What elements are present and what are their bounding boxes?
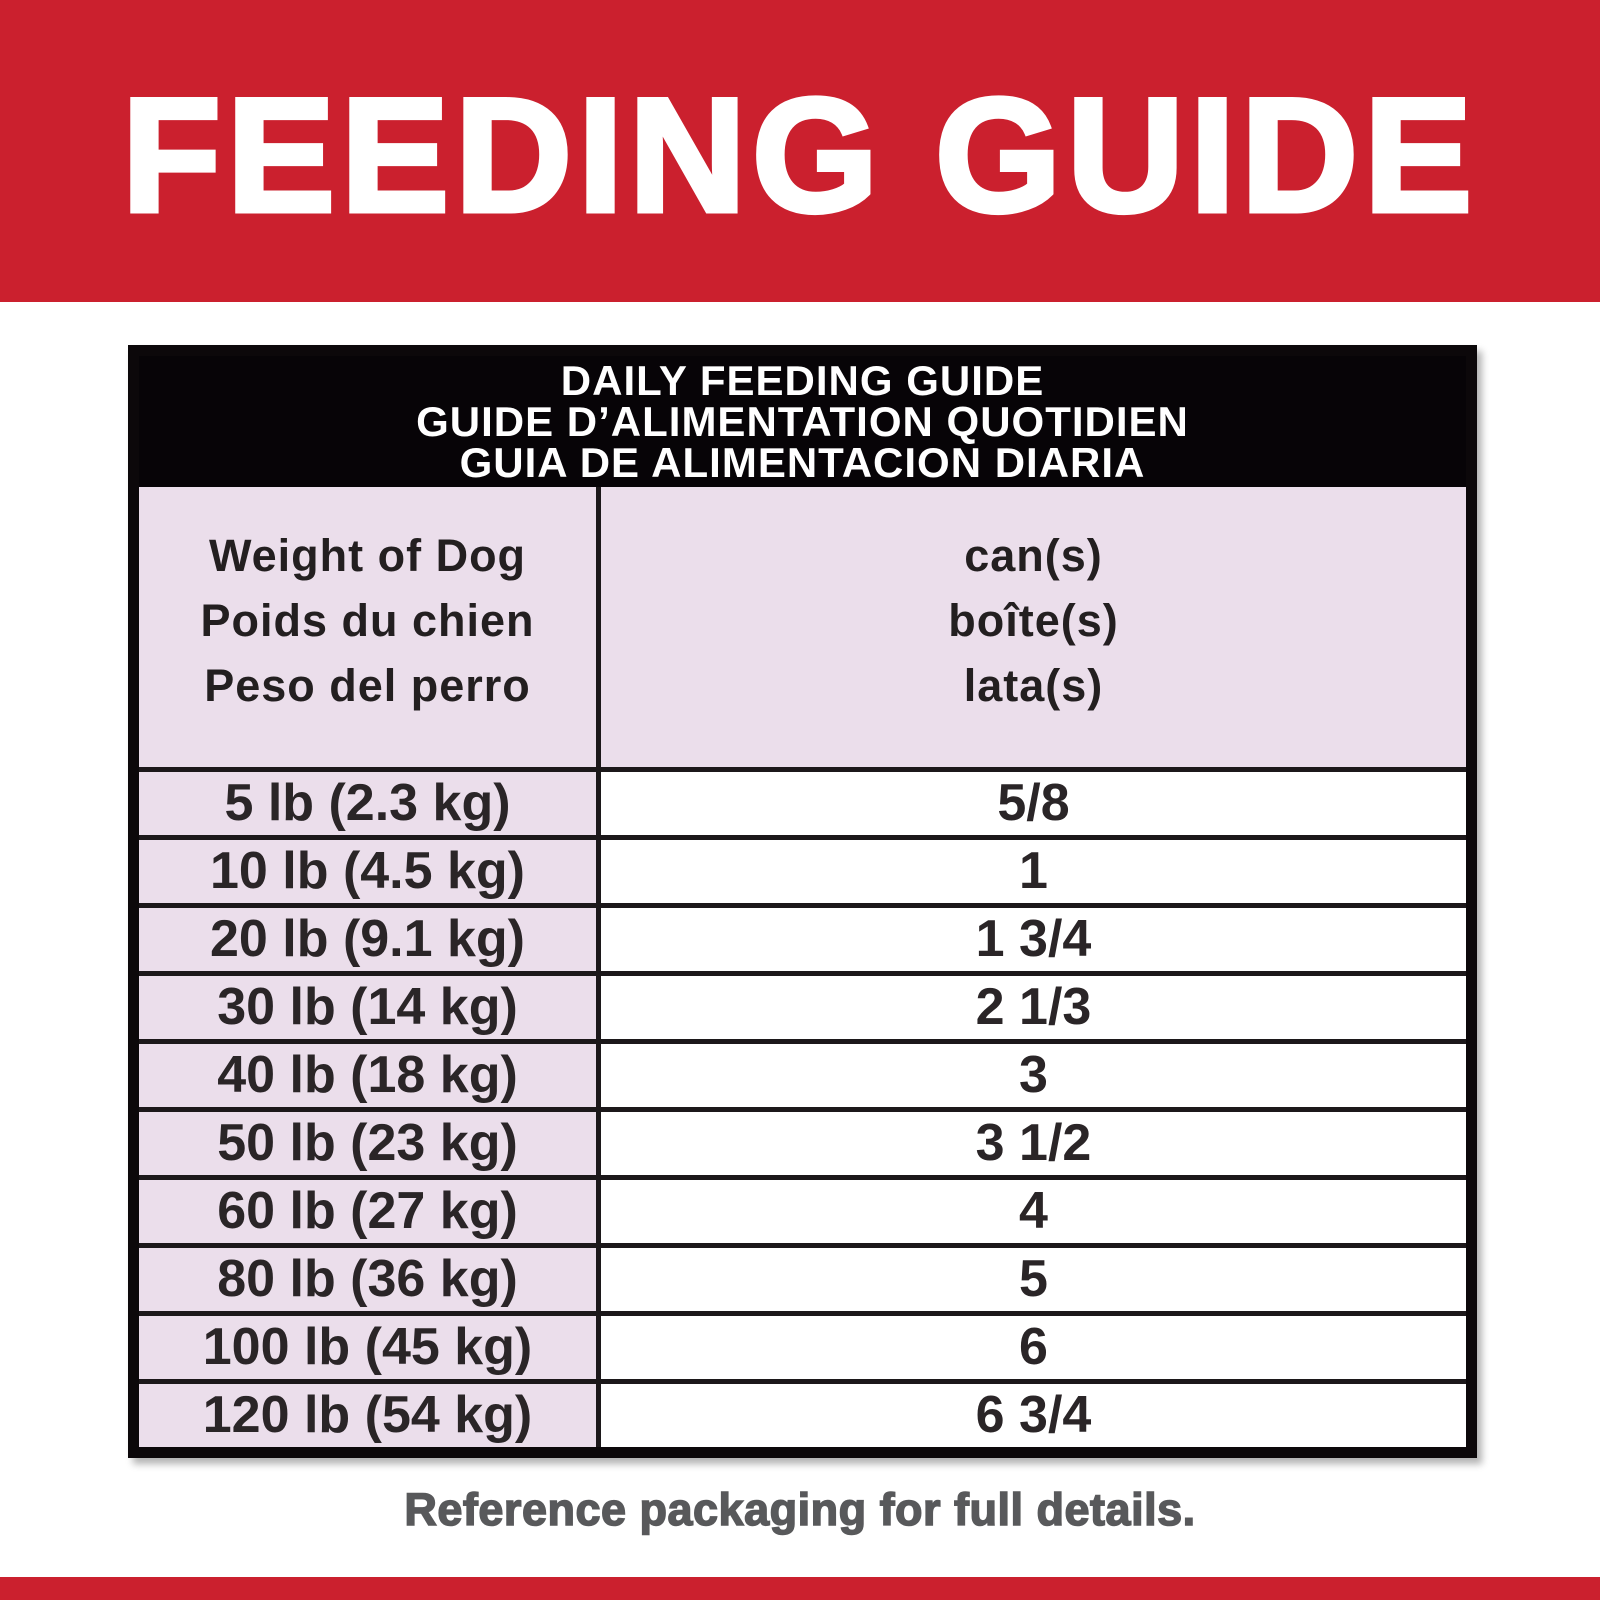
table-row [139,767,1466,835]
table-row [139,903,1466,971]
cans-value: 3 [1019,1046,1048,1104]
column-header-row [139,487,1466,767]
cans-cell [601,908,1466,971]
cans-header-fr: boîte(s) [948,594,1119,646]
weight-cell [139,772,601,835]
cans-value: 3 1/2 [975,1114,1092,1172]
weight-value: 20 lb (9.1 kg) [210,910,525,968]
cans-value: 2 1/3 [975,978,1092,1036]
table-row [139,1175,1466,1243]
table-title-band [139,356,1466,487]
cans-value: 5/8 [997,774,1070,832]
weight-column-header [139,487,601,767]
weight-cell [139,1044,601,1107]
header-banner [0,0,1600,302]
cans-cell [601,840,1466,903]
cans-value: 1 3/4 [975,910,1092,968]
cans-cell [601,1384,1466,1447]
table-title-line-es: GUIA DE ALIMENTACION DIARIA [459,439,1146,486]
cans-column-header [601,487,1466,767]
weight-cell [139,1112,601,1175]
table-row [139,1107,1466,1175]
weight-header-es: Peso del perro [204,659,531,711]
weight-value: 5 lb (2.3 kg) [224,774,511,832]
cans-value: 6 [1019,1318,1048,1376]
bottom-banner [0,1577,1600,1600]
weight-value: 80 lb (36 kg) [217,1250,518,1308]
cans-header-es: lata(s) [963,659,1104,711]
table-title-line-en: DAILY FEEDING GUIDE [560,357,1045,404]
weight-cell [139,1384,601,1447]
weight-cell [139,1180,601,1243]
weight-cell [139,976,601,1039]
weight-cell [139,1316,601,1379]
footer-note: Reference packaging for full details. [404,1484,1196,1535]
cans-header-en: can(s) [964,529,1103,581]
table-row [139,1379,1466,1447]
weight-value: 60 lb (27 kg) [217,1182,518,1240]
weight-value: 40 lb (18 kg) [217,1046,518,1104]
table-row [139,1039,1466,1107]
weight-header-en: Weight of Dog [208,529,527,581]
weight-cell [139,840,601,903]
cans-cell [601,1316,1466,1379]
cans-value: 6 3/4 [975,1386,1092,1444]
weight-value: 50 lb (23 kg) [217,1114,518,1172]
cans-cell [601,1112,1466,1175]
weight-cell [139,1248,601,1311]
cans-cell [601,1248,1466,1311]
cans-cell [601,976,1466,1039]
weight-value: 10 lb (4.5 kg) [210,842,525,900]
feeding-table [128,345,1477,1458]
cans-value: 1 [1019,842,1048,900]
weight-value: 30 lb (14 kg) [217,978,518,1036]
table-row [139,1243,1466,1311]
cans-value: 5 [1019,1250,1048,1308]
table-title-line-fr: GUIDE D’ALIMENTATION QUOTIDIEN [416,398,1189,445]
weight-header-fr: Poids du chien [200,594,535,646]
cans-cell [601,1180,1466,1243]
page-title: FEEDING GUIDE [121,65,1479,246]
weight-value: 100 lb (45 kg) [202,1318,533,1376]
weight-value: 120 lb (54 kg) [202,1386,533,1444]
cans-cell [601,1044,1466,1107]
table-row [139,835,1466,903]
table-row [139,971,1466,1039]
table-row [139,1311,1466,1379]
cans-value: 4 [1019,1182,1048,1240]
weight-cell [139,908,601,971]
cans-cell [601,772,1466,835]
